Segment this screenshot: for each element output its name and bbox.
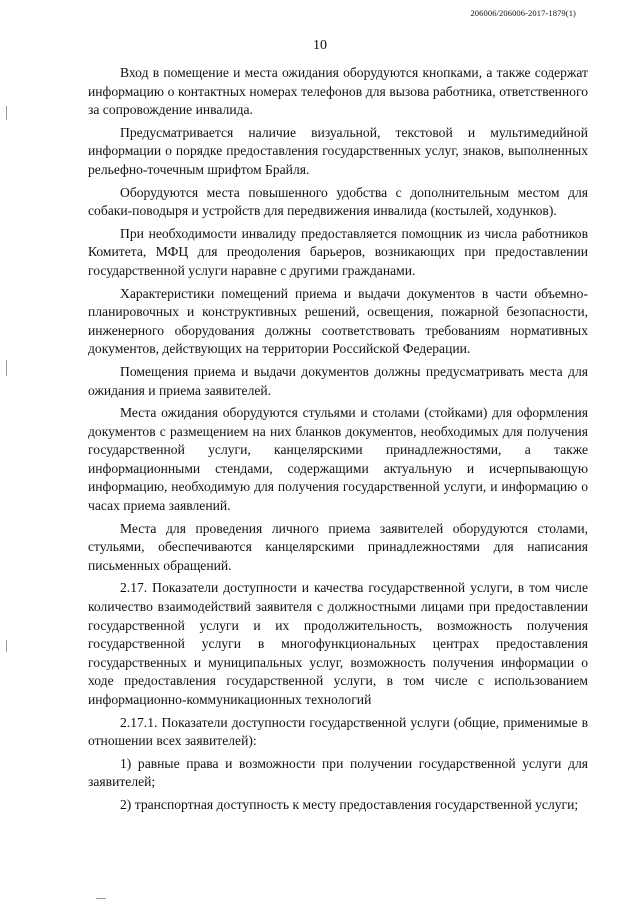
paragraph: Оборудуются места повышенного удобства с дополнительным местом для собаки-поводыря и устройств для передвижения инвалида (костылей, ходунков).: [88, 184, 588, 219]
paragraph: 2) транспортная доступность к месту предоставления государственной услуги;: [120, 796, 579, 812]
paragraph: При необходимости инвалиду предоставляется помощник из числа работников Комитета, МФЦ для преодоления барьеров, возникающих при предоставлении государственной услуги наравне с другими гражданами.: [88, 225, 588, 278]
document-body: [88, 64, 588, 819]
paragraph: Помещения приема и выдачи документов должны предусматривать места для ожидания и приема заявителей.: [88, 363, 588, 398]
paragraph: Места ожидания оборудуются стульями и столами (стойками) для оформления документов с размещением на них бланков документов, необходимых для получения государственной услуги, канцелярскими принадлежностями, а также информационными стендами, содержащими актуальную и исчерпывающую информацию, необходимую для получения государственной услуги, и информацию о часах приема заявлений.: [88, 405, 588, 514]
paragraph: 2.17.1. Показатели доступности государственной услуги (общие, применимые в отношении всех заявителей):: [88, 714, 588, 749]
paragraph: Предусматривается наличие визуальной, текстовой и мультимедийной информации о порядке предоставления государственных услуг, знаков, выполненных рельефно-точечным шрифтом Брайля.: [88, 124, 588, 177]
page-number: 10: [313, 38, 327, 53]
paragraph: Характеристики помещений приема и выдачи документов в части объемно-планировочных и конструктивных решений, освещения, пожарной безопасности, инженерного оборудования должны соответствовать требованиям нормативных документов, действующих на территории Российской Федерации.: [88, 285, 588, 357]
left-edge-mark: [6, 360, 7, 376]
bottom-edge-mark: [96, 898, 106, 899]
paragraph: Места для проведения личного приема заявителей оборудуются столами, стульями, обеспечиваются канцелярскими принадлежностями для написания письменных обращений.: [88, 520, 588, 573]
paragraph: 2.17. Показатели доступности и качества государственной услуги, в том числе количество взаимодействий заявителя с должностными лицами при предоставлении государственной услуги и их продолжительность, возможность получения государственной услуги в многофункциональных центрах предоставления государственных и муниципальных услуг, возможность получения информации о ходе предоставления государственной услуги, в том числе с использованием информационно-коммуникационных технологий: [88, 580, 588, 707]
paragraph: Вход в помещение и места ожидания оборудуются кнопками, а также содержат информацию о контактных номерах телефонов для вызова работника, ответственного за сопровождение инвалида.: [88, 65, 588, 118]
left-edge-mark: [6, 640, 7, 652]
document-id: 206006/206006-2017-1879(1): [470, 8, 576, 18]
left-edge-mark: [6, 106, 7, 120]
paragraph: 1) равные права и возможности при получении государственной услуги для заявителей;: [88, 755, 588, 790]
